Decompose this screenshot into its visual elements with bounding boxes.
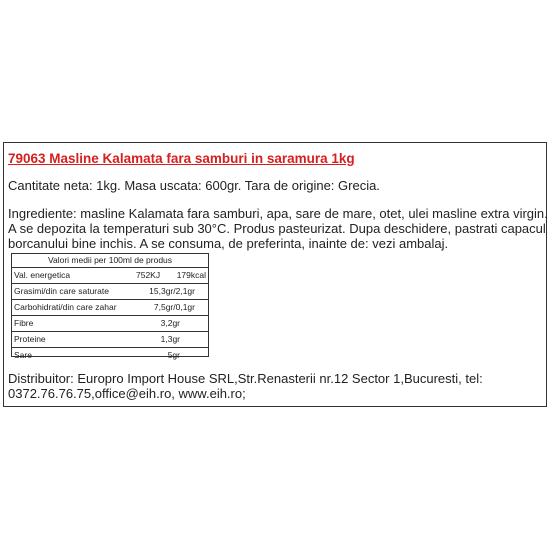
nutrition-kcal: 179kcal	[176, 270, 206, 280]
nutrition-row-energy	[12, 268, 208, 284]
nutrition-name: Proteine	[14, 334, 46, 344]
product-title: 79063 Masline Kalamata fara samburi in saramura 1kg	[8, 151, 355, 166]
product-label	[3, 142, 547, 407]
nutrition-row	[12, 284, 208, 300]
nutrition-row	[12, 300, 208, 316]
ingredients-line-1: Ingrediente: masline Kalamata fara samburi, apa, sare de mare, otet, ulei masline extra virgin.	[8, 206, 548, 221]
nutrition-value: 3,2gr	[160, 318, 180, 328]
nutrition-table	[11, 253, 209, 360]
nutrition-name: Carbohidrati/din care zahar	[14, 302, 117, 312]
nutrition-header: Valori medii per 100ml de produs	[12, 254, 208, 268]
nutrition-kj: 752KJ	[136, 270, 161, 280]
nutrition-name: Fibre	[14, 318, 34, 328]
nutrition-row	[12, 316, 208, 332]
quantity-text: Cantitate neta: 1kg. Masa uscata: 600gr. Tara de origine: Grecia.	[8, 178, 380, 193]
nutrition-name: Val. energetica	[14, 270, 71, 280]
nutrition-row	[12, 332, 208, 348]
nutrition-value: 1,3gr	[160, 334, 180, 344]
ingredients-line-3: borcanului bine inchis. A se consuma, de preferinta, inainte de: vezi ambalaj.	[8, 236, 449, 251]
nutrition-row	[12, 348, 208, 363]
nutrition-name: Grasimi/din care saturate	[14, 286, 109, 296]
distributor-line-1: Distribuitor: Europro Import House SRL,Str.Renasterii nr.12 Sector 1,Bucuresti, tel:	[8, 371, 483, 386]
nutrition-name: Sare	[14, 350, 32, 360]
nutrition-value: 15,3gr/2,1gr	[149, 286, 195, 296]
ingredients-line-2: A se depozita la temperaturi sub 30°C. Produs pasteurizat. Dupa deschidere, pastrati capacul	[8, 221, 546, 236]
nutrition-value: 7,5gr/0,1gr	[153, 302, 195, 312]
distributor-line-2: 0372.76.76.75,office@eih.ro, www.eih.ro;	[8, 386, 246, 401]
nutrition-value: 5gr	[167, 350, 180, 360]
